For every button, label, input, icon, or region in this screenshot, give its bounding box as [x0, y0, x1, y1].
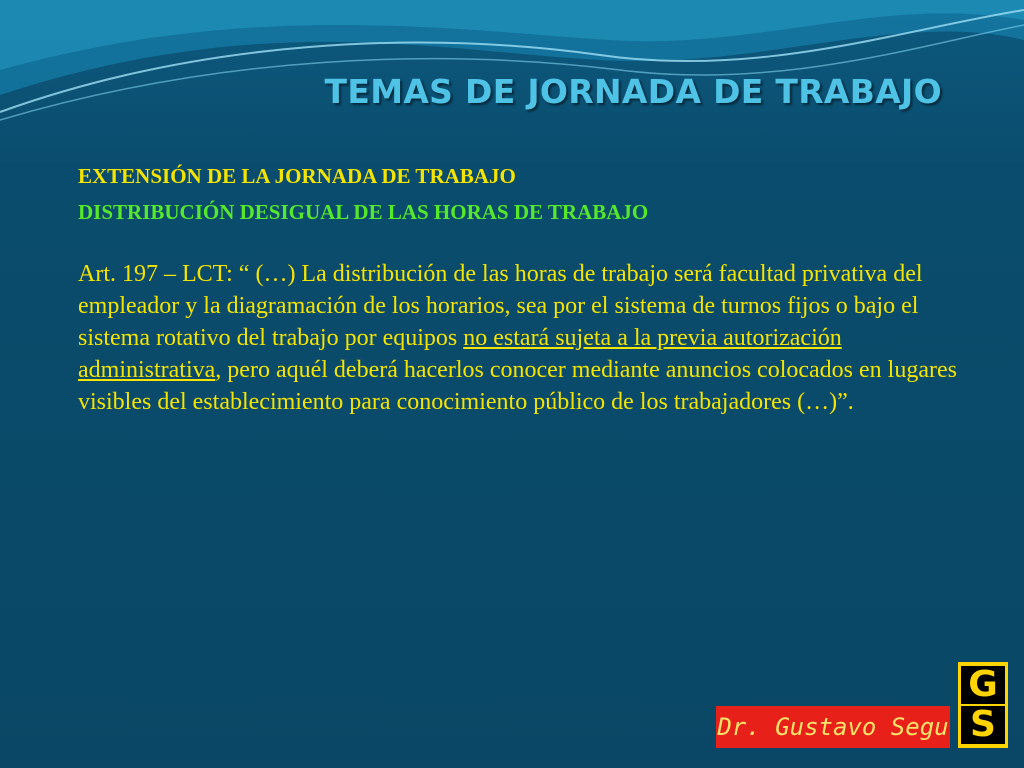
subtitle-distribution: DISTRIBUCIÓN DESIGUAL DE LAS HORAS DE TRABAJO: [78, 200, 649, 224]
slide-title: TEMAS DE JORNADA DE TRABAJO: [324, 72, 942, 111]
article-text-start: Art. 197 – LCT: “ (…) La distribución de las horas de trabajo será facultad privativa del empleador y la diagramación de los horarios, sea por el sistema de turnos fijos o bajo el sistema rotativo del trabajo por equipos: [78, 261, 923, 351]
subtitle-extension: EXTENSIÓN DE LA JORNADA DE TRABAJO: [78, 164, 516, 188]
gs-logo: [958, 662, 1008, 748]
logo-letter-s: S: [961, 706, 1005, 744]
article-text-end: , pero aquél deberá hacerlos conocer mediante anuncios colocados en lugares visibles del establecimiento para conocimiento público de los trabajadores (…)”.: [78, 357, 957, 415]
article-underlined-text: no estará sujeta a la previa autorización administrativa: [78, 325, 842, 383]
author-badge: [716, 706, 950, 748]
logo-letter-g: G: [961, 666, 1005, 704]
author-name: Dr. Gustavo Segu: [717, 713, 949, 741]
slide-content: [78, 158, 958, 418]
wave-decoration: [0, 0, 1024, 140]
article-paragraph: [78, 258, 958, 418]
